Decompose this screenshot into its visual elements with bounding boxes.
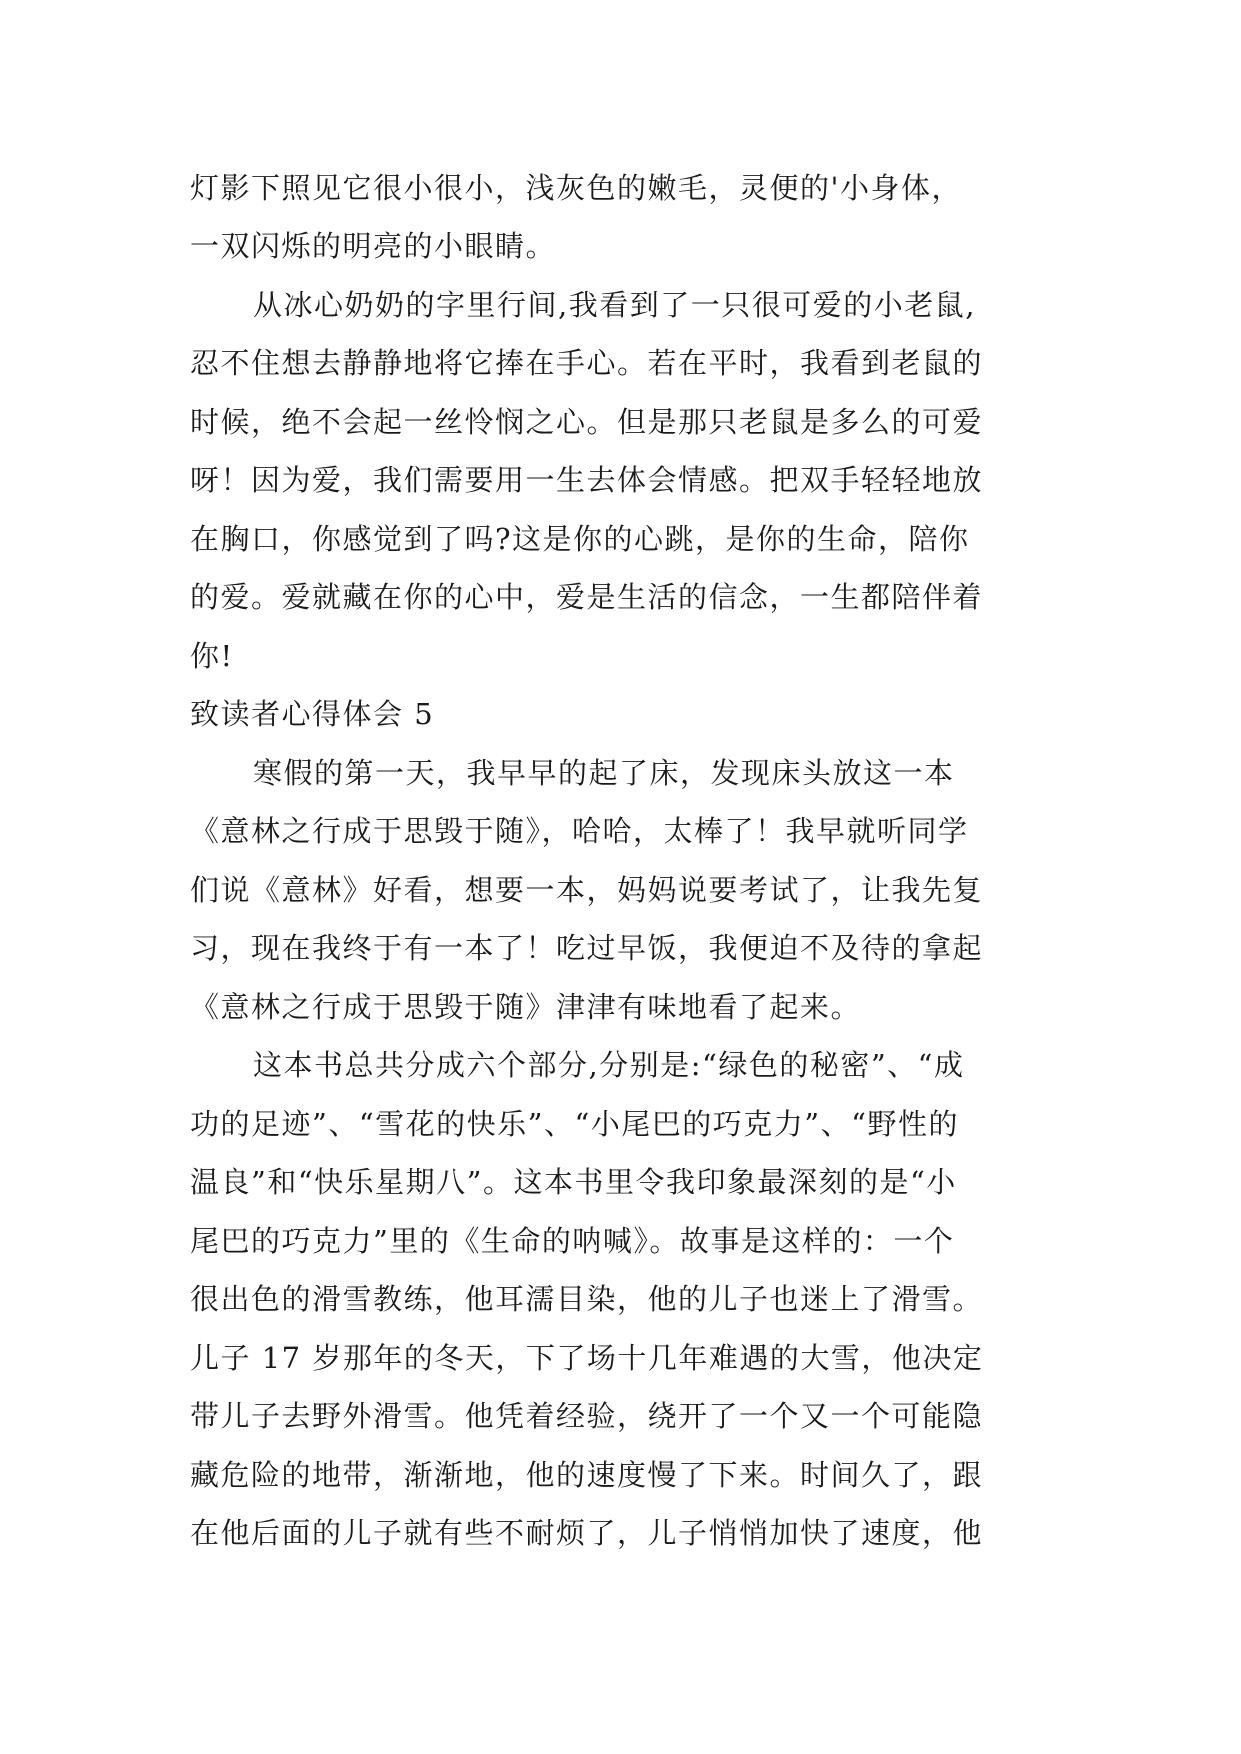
text-line: 在胸口，你感觉到了吗?这是你的心跳，是你的生命，陪你 [190, 522, 970, 556]
text-line: 一双闪烁的明亮的小眼睛。 [190, 229, 557, 263]
paragraph-first-line: 从冰心奶奶的字里行间,我看到了一只很可爱的小老鼠, [253, 288, 976, 322]
text-line: 你! [190, 639, 234, 673]
text-line: 灯影下照见它很小很小，浅灰色的嫩毛，灵便的'小身体， [190, 171, 962, 205]
text-line: 尾巴的巧克力”里的《生命的呐喊》。故事是这样的：一个 [190, 1224, 955, 1258]
paragraph-first-line: 寒假的第一天，我早早的起了床，发现床头放这一本 [253, 756, 955, 790]
text-line: 很出色的滑雪教练，他耳濡目染，他的儿子也迷上了滑雪。 [190, 1282, 984, 1316]
text-line: 《意林之行成于思毁于随》，哈哈，太棒了！我早就听同学 [190, 814, 969, 848]
text-line: 藏危险的地带，渐渐地，他的速度慢了下来。时间久了，跟 [190, 1458, 984, 1492]
text-line: 《意林之行成于思毁于随》津津有味地看了起来。 [190, 990, 862, 1024]
paragraph-first-line: 这本书总共分成六个部分,分别是:“绿色的秘密”、“成 [253, 1048, 965, 1082]
text-line: 功的足迹”、“雪花的快乐”、“小尾巴的巧克力”、“野性的 [190, 1107, 959, 1141]
text-line: 呀！因为爱，我们需要用一生去体会情感。把双手轻轻地放 [190, 463, 984, 497]
section-heading: 致读者心得体会 5 [190, 697, 435, 731]
text-line: 的爱。爱就藏在你的心中，爱是生活的信念，一生都陪伴着 [190, 580, 984, 614]
text-line: 在他后面的儿子就有些不耐烦了，儿子悄悄加快了速度，他 [190, 1516, 984, 1550]
text-line: 时候，绝不会起一丝怜悯之心。但是那只老鼠是多么的可爱 [190, 405, 984, 439]
text-line: 带儿子去野外滑雪。他凭着经验，绕开了一个又一个可能隐 [190, 1399, 984, 1433]
text-line: 习，现在我终于有一本了！吃过早饭，我便迫不及待的拿起 [190, 931, 984, 965]
text-line: 忍不住想去静静地将它捧在手心。若在平时，我看到老鼠的 [190, 346, 984, 380]
text-line: 儿子 17 岁那年的冬天，下了场十几年难遇的大雪，他决定 [190, 1341, 984, 1375]
text-line: 们说《意林》好看，想要一本，妈妈说要考试了，让我先复 [190, 873, 984, 907]
text-line: 温良”和“快乐星期八”。这本书里令我印象最深刻的是“小 [190, 1165, 957, 1199]
